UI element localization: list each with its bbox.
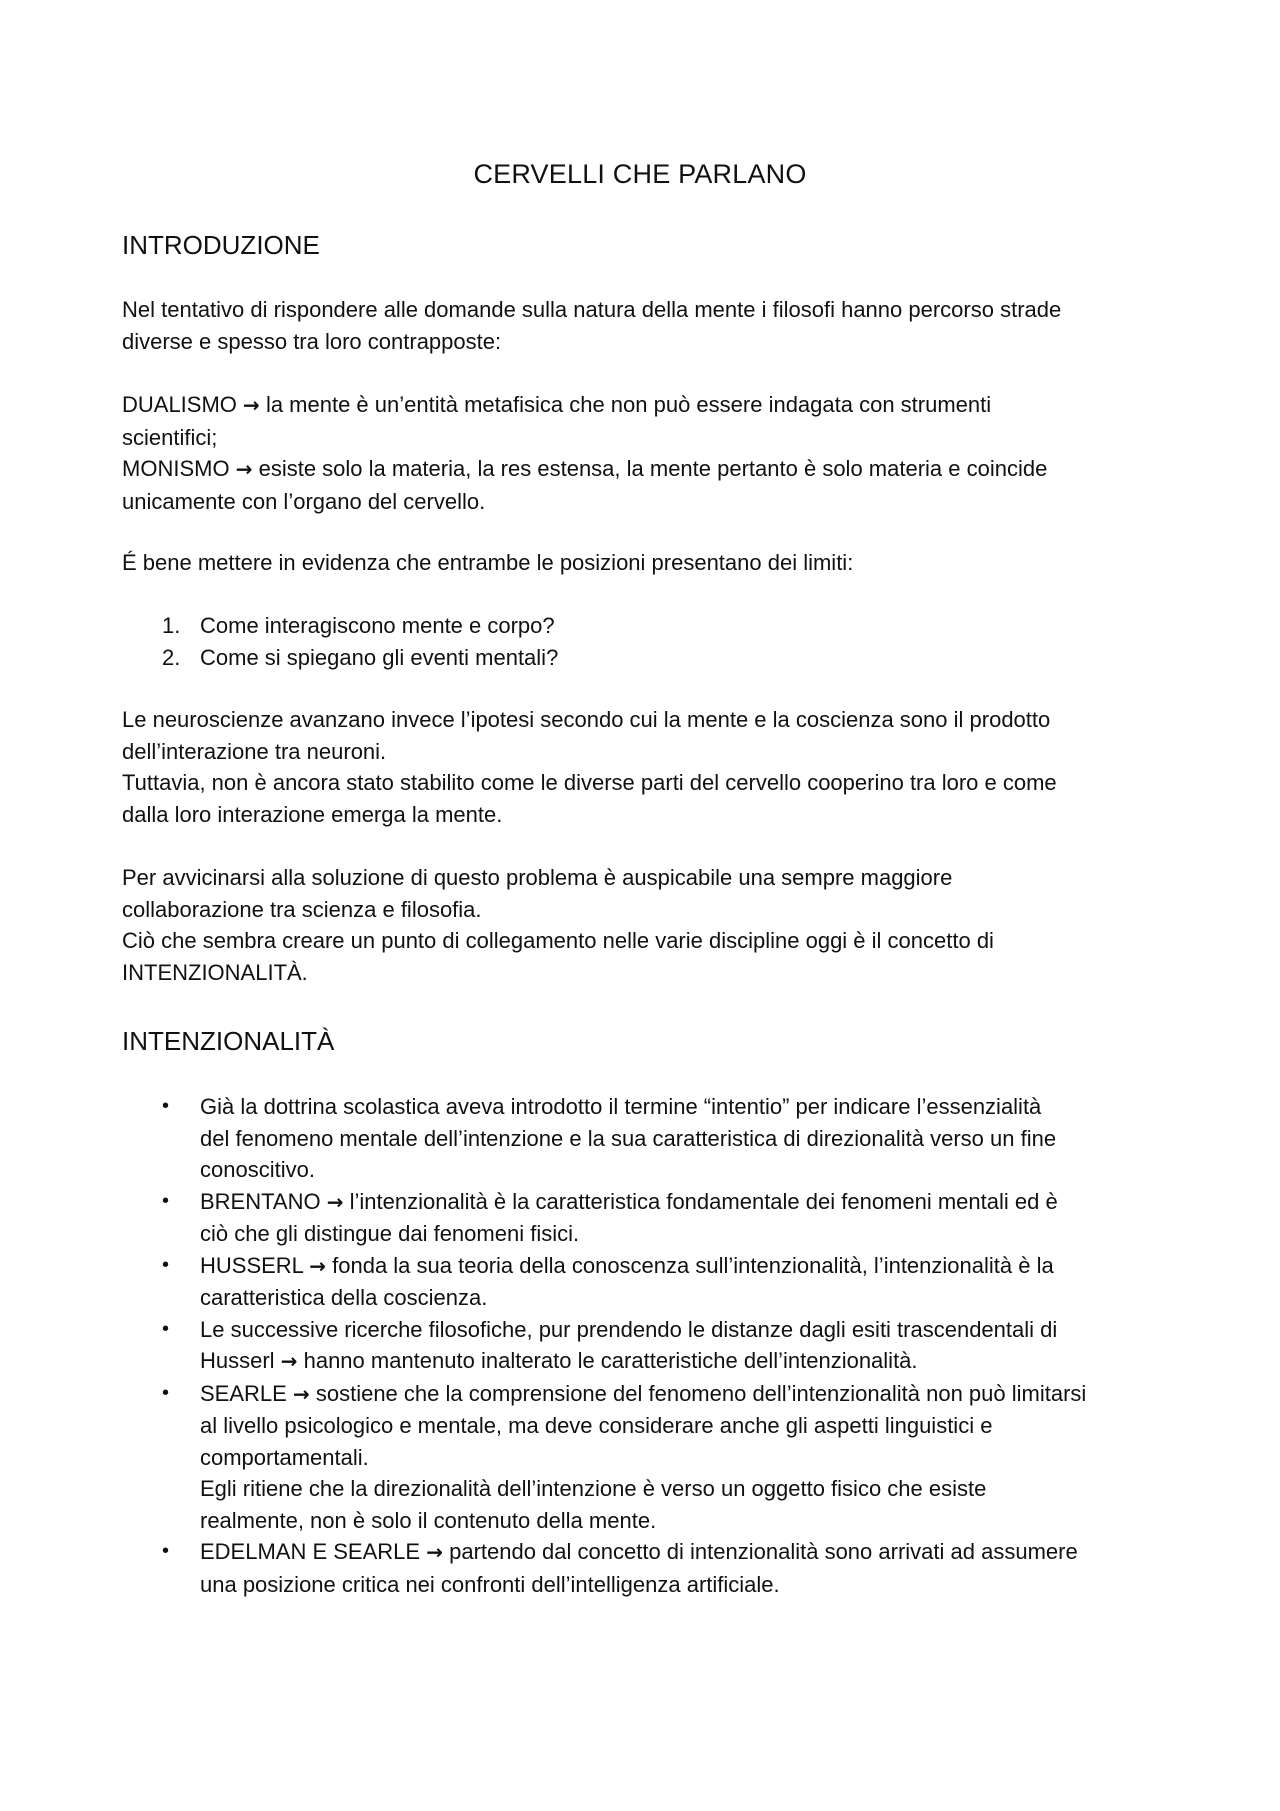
bullet-icon: •: [162, 1189, 170, 1212]
intro-paragraph: [122, 294, 1182, 357]
section-heading-introduzione: INTRODUZIONE: [122, 230, 320, 260]
text-line: diverse e spesso tra loro contrapposte:: [122, 328, 502, 354]
list-item: [122, 1250, 1192, 1314]
arrow-right-icon: →: [243, 393, 260, 417]
text-line: [200, 1378, 1192, 1411]
questions-list: [122, 610, 1182, 673]
arrow-right-icon: →: [292, 1381, 310, 1406]
text-line: Nel tentativo di rispondere alle domande sulla natura della mente i filosofi hanno percorso strade: [122, 297, 1062, 322]
text-line: Per avvicinarsi alla soluzione di questo problema è auspicabile una sempre maggiore: [122, 865, 953, 890]
text-line: Egli ritiene che la direzionalità dell’intenzione è verso un oggetto fisico che esiste: [200, 1476, 987, 1501]
monismo-label: MONISMO: [122, 456, 230, 481]
text-line: [200, 1186, 1192, 1219]
text-span: l’intenzionalità è la caratteristica fondamentale dei fenomeni mentali ed è: [349, 1188, 1058, 1214]
text-span: sostiene che la comprensione del fenomeno dell’intenzionalità non può limitarsi: [315, 1380, 1087, 1406]
neuroscience-paragraph: [122, 704, 1182, 830]
list-item: [122, 610, 1182, 642]
text-line: INTENZIONALITÀ.: [122, 959, 308, 985]
brentano-label: BRENTANO: [200, 1188, 321, 1214]
list-item: [122, 1314, 1192, 1378]
limits-paragraph: [122, 547, 1182, 579]
collaboration-paragraph: [122, 862, 1182, 988]
list-item-text: Come interagiscono mente e corpo?: [200, 613, 555, 638]
document-title: CERVELLI CHE PARLANO: [473, 159, 807, 189]
list-item: [122, 1091, 1192, 1186]
dualismo-line: [122, 389, 1182, 422]
list-item: [122, 1186, 1192, 1250]
text-line: Già la dottrina scolastica aveva introdotto il termine “intentio” per indicare l’essenzialità: [200, 1094, 1042, 1119]
text-line: [200, 1345, 1192, 1378]
intenzionalita-list: [122, 1091, 1192, 1600]
text-line: Tuttavia, non è ancora stato stabilito come le diverse parti del cervello cooperino tra loro e come: [122, 770, 1057, 795]
text-line: esiste solo la materia, la res estensa, la mente pertanto è solo materia e coincide: [258, 456, 1048, 481]
arrow-right-icon: →: [309, 1253, 326, 1278]
monismo-line: [122, 453, 1182, 486]
text-line: realmente, non è solo il contenuto della mente.: [200, 1507, 657, 1533]
text-line: É bene mettere in evidenza che entrambe le posizioni presentano dei limiti:: [122, 550, 854, 575]
bullet-icon: •: [162, 1253, 170, 1276]
bullet-icon: •: [162, 1540, 170, 1562]
arrow-right-icon: →: [426, 1540, 443, 1564]
text-line: collaborazione tra scienza e filosofia.: [122, 896, 482, 922]
text-line: ciò che gli distingue dai fenomeni fisici.: [200, 1221, 580, 1246]
text-line: caratteristica della coscienza.: [200, 1285, 488, 1310]
text-line: unicamente con l’organo del cervello.: [122, 488, 486, 514]
list-item-text: Come si spiegano gli eventi mentali?: [200, 644, 559, 670]
text-line: conoscitivo.: [200, 1157, 315, 1182]
list-item: [122, 642, 1182, 674]
text-line: del fenomeno mentale dell’intenzione e la sua caratteristica di direzionalità verso un fine: [200, 1125, 1057, 1151]
list-number: 1.: [162, 613, 181, 638]
husserl-label: HUSSERL: [200, 1252, 304, 1278]
text-span: hanno mantenuto inalterato le caratteristiche dell’intenzionalità.: [303, 1348, 918, 1373]
edelman-searle-label: EDELMAN E SEARLE: [200, 1539, 421, 1564]
searle-label: SEARLE: [200, 1380, 287, 1406]
text-span: partendo dal concetto di intenzionalità sono arrivati ad assumere: [449, 1539, 1078, 1564]
text-line: la mente è un’entità metafisica che non può essere indagata con strumenti: [265, 392, 992, 417]
text-line: al livello psicologico e mentale, ma deve considerare anche gli aspetti linguistici e: [200, 1413, 993, 1438]
text-line: una posizione critica nei confronti dell’intelligenza artificiale.: [200, 1571, 780, 1597]
husserl-label: Husserl: [200, 1348, 275, 1373]
arrow-right-icon: →: [235, 457, 253, 481]
positions-paragraph: [122, 389, 1182, 517]
list-number: 2.: [162, 644, 181, 670]
list-item: [122, 1378, 1192, 1537]
bullet-icon: •: [162, 1381, 170, 1404]
text-line: dell’interazione tra neuroni.: [122, 738, 387, 764]
text-line: Ciò che sembra creare un punto di collegamento nelle varie discipline oggi è il concetto di: [122, 928, 994, 953]
text-line: Le successive ricerche filosofiche, pur prendendo le distanze dagli esiti trascendentali di: [200, 1316, 1058, 1342]
section-heading-intenzionalita: INTENZIONALITÀ: [122, 1026, 335, 1056]
text-line: Le neuroscienze avanzano invece l’ipotesi secondo cui la mente e la coscienza sono il prodotto: [122, 707, 1051, 732]
bullet-icon: •: [162, 1095, 170, 1117]
bullet-icon: •: [162, 1317, 170, 1340]
text-line: dalla loro interazione emerga la mente.: [122, 801, 503, 827]
text-span: fonda la sua teoria della conoscenza sull’intenzionalità, l’intenzionalità è la: [332, 1252, 1054, 1278]
text-line: scientifici;: [122, 424, 218, 450]
list-item: [122, 1536, 1192, 1600]
text-line: [200, 1536, 1192, 1569]
arrow-right-icon: →: [280, 1349, 298, 1373]
arrow-right-icon: →: [326, 1189, 344, 1214]
text-line: [200, 1250, 1192, 1283]
text-line: comportamentali.: [200, 1444, 369, 1470]
dualismo-label: DUALISMO: [122, 392, 237, 417]
